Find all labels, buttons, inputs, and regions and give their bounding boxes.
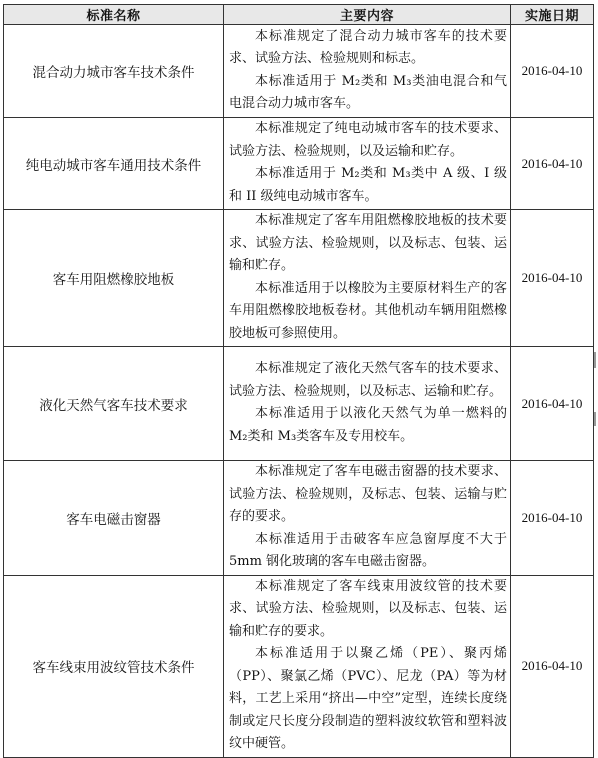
standard-content	[224, 118, 511, 210]
standard-name: 客车电磁击窗器	[4, 461, 224, 576]
table-row	[4, 25, 594, 118]
scrollbar-mark	[594, 412, 596, 426]
effective-date: 2016-04-10	[511, 210, 594, 347]
scrollbar-mark	[594, 352, 596, 368]
effective-date: 2016-04-10	[511, 347, 594, 461]
standard-name: 纯电动城市客车通用技术条件	[4, 118, 224, 210]
content-applicability-paragraph: 本标准适用于以液化天然气为单一燃料的 M₂类和 M₃类客车及专用校车。	[229, 406, 507, 444]
header-main-content: 主要内容	[224, 5, 511, 25]
table-row	[4, 461, 594, 576]
standard-name: 客车线束用波纹管技术条件	[4, 575, 224, 757]
content-applicability-paragraph: 本标准适用于以聚乙烯（PE）、聚丙烯（PP）、聚氯乙烯（PVC）、尼龙（PA）等为材料，工艺上采用“挤出—中空”定型，连续长度绕制或定尺长度分段制造的塑料波纹软管和塑料波纹中硬管。	[229, 646, 507, 751]
content-scope-paragraph: 本标准规定了纯电动城市客车的技术要求、试验方法、检验规则，以及运输和贮存。	[229, 121, 507, 159]
effective-date: 2016-04-10	[511, 461, 594, 576]
content-scope-paragraph: 本标准规定了液化天然气客车的技术要求、试验方法、检验规则，以及标志、运输和贮存。	[229, 361, 507, 399]
content-scope-paragraph: 本标准规定了客车用阻燃橡胶地板的技术要求、试验方法、检验规则，以及标志、包装、运输和贮存。	[229, 213, 507, 273]
table-row	[4, 575, 594, 757]
standards-table	[3, 4, 594, 758]
table-row	[4, 210, 594, 347]
content-applicability-paragraph: 本标准适用于 M₂类和 M₃类油电混合和气电混合动力城市客车。	[229, 73, 507, 111]
standard-name: 液化天然气客车技术要求	[4, 347, 224, 461]
effective-date: 2016-04-10	[511, 25, 594, 118]
standard-name: 混合动力城市客车技术条件	[4, 25, 224, 118]
header-effective-date: 实施日期	[511, 5, 594, 25]
header-standard-name: 标准名称	[4, 5, 224, 25]
content-scope-paragraph: 本标准规定了客车电磁击窗器的技术要求、试验方法、检验规则，及标志、包装、运输与贮存的要求。	[229, 464, 507, 524]
content-applicability-paragraph: 本标准适用于击破客车应急窗厚度不大于 5mm 钢化玻璃的客车电磁击窗器。	[229, 531, 507, 569]
standard-content	[224, 210, 511, 347]
table-row	[4, 118, 594, 210]
standard-content	[224, 461, 511, 576]
content-scope-paragraph: 本标准规定了客车线束用波纹管的技术要求、试验方法、检验规则，以及标志、包装、运输和贮存的要求。	[229, 578, 507, 639]
standard-content	[224, 25, 511, 118]
standard-content	[224, 575, 511, 757]
standard-name: 客车用阻燃橡胶地板	[4, 210, 224, 347]
content-scope-paragraph: 本标准规定了混合动力城市客车的技术要求、试验方法、检验规则和标志。	[229, 28, 507, 66]
content-applicability-paragraph: 本标准适用于 M₂类和 M₃类中 A 级、I 级和 II 级纯电动城市客车。	[229, 166, 507, 204]
header-row	[4, 5, 594, 25]
standard-content	[224, 347, 511, 461]
content-applicability-paragraph: 本标准适用于以橡胶为主要原材料生产的客车用阻燃橡胶地板卷材。其他机动车辆用阻燃橡胶地板可参照使用。	[229, 280, 507, 341]
table-row	[4, 347, 594, 461]
effective-date: 2016-04-10	[511, 118, 594, 210]
effective-date: 2016-04-10	[511, 575, 594, 757]
